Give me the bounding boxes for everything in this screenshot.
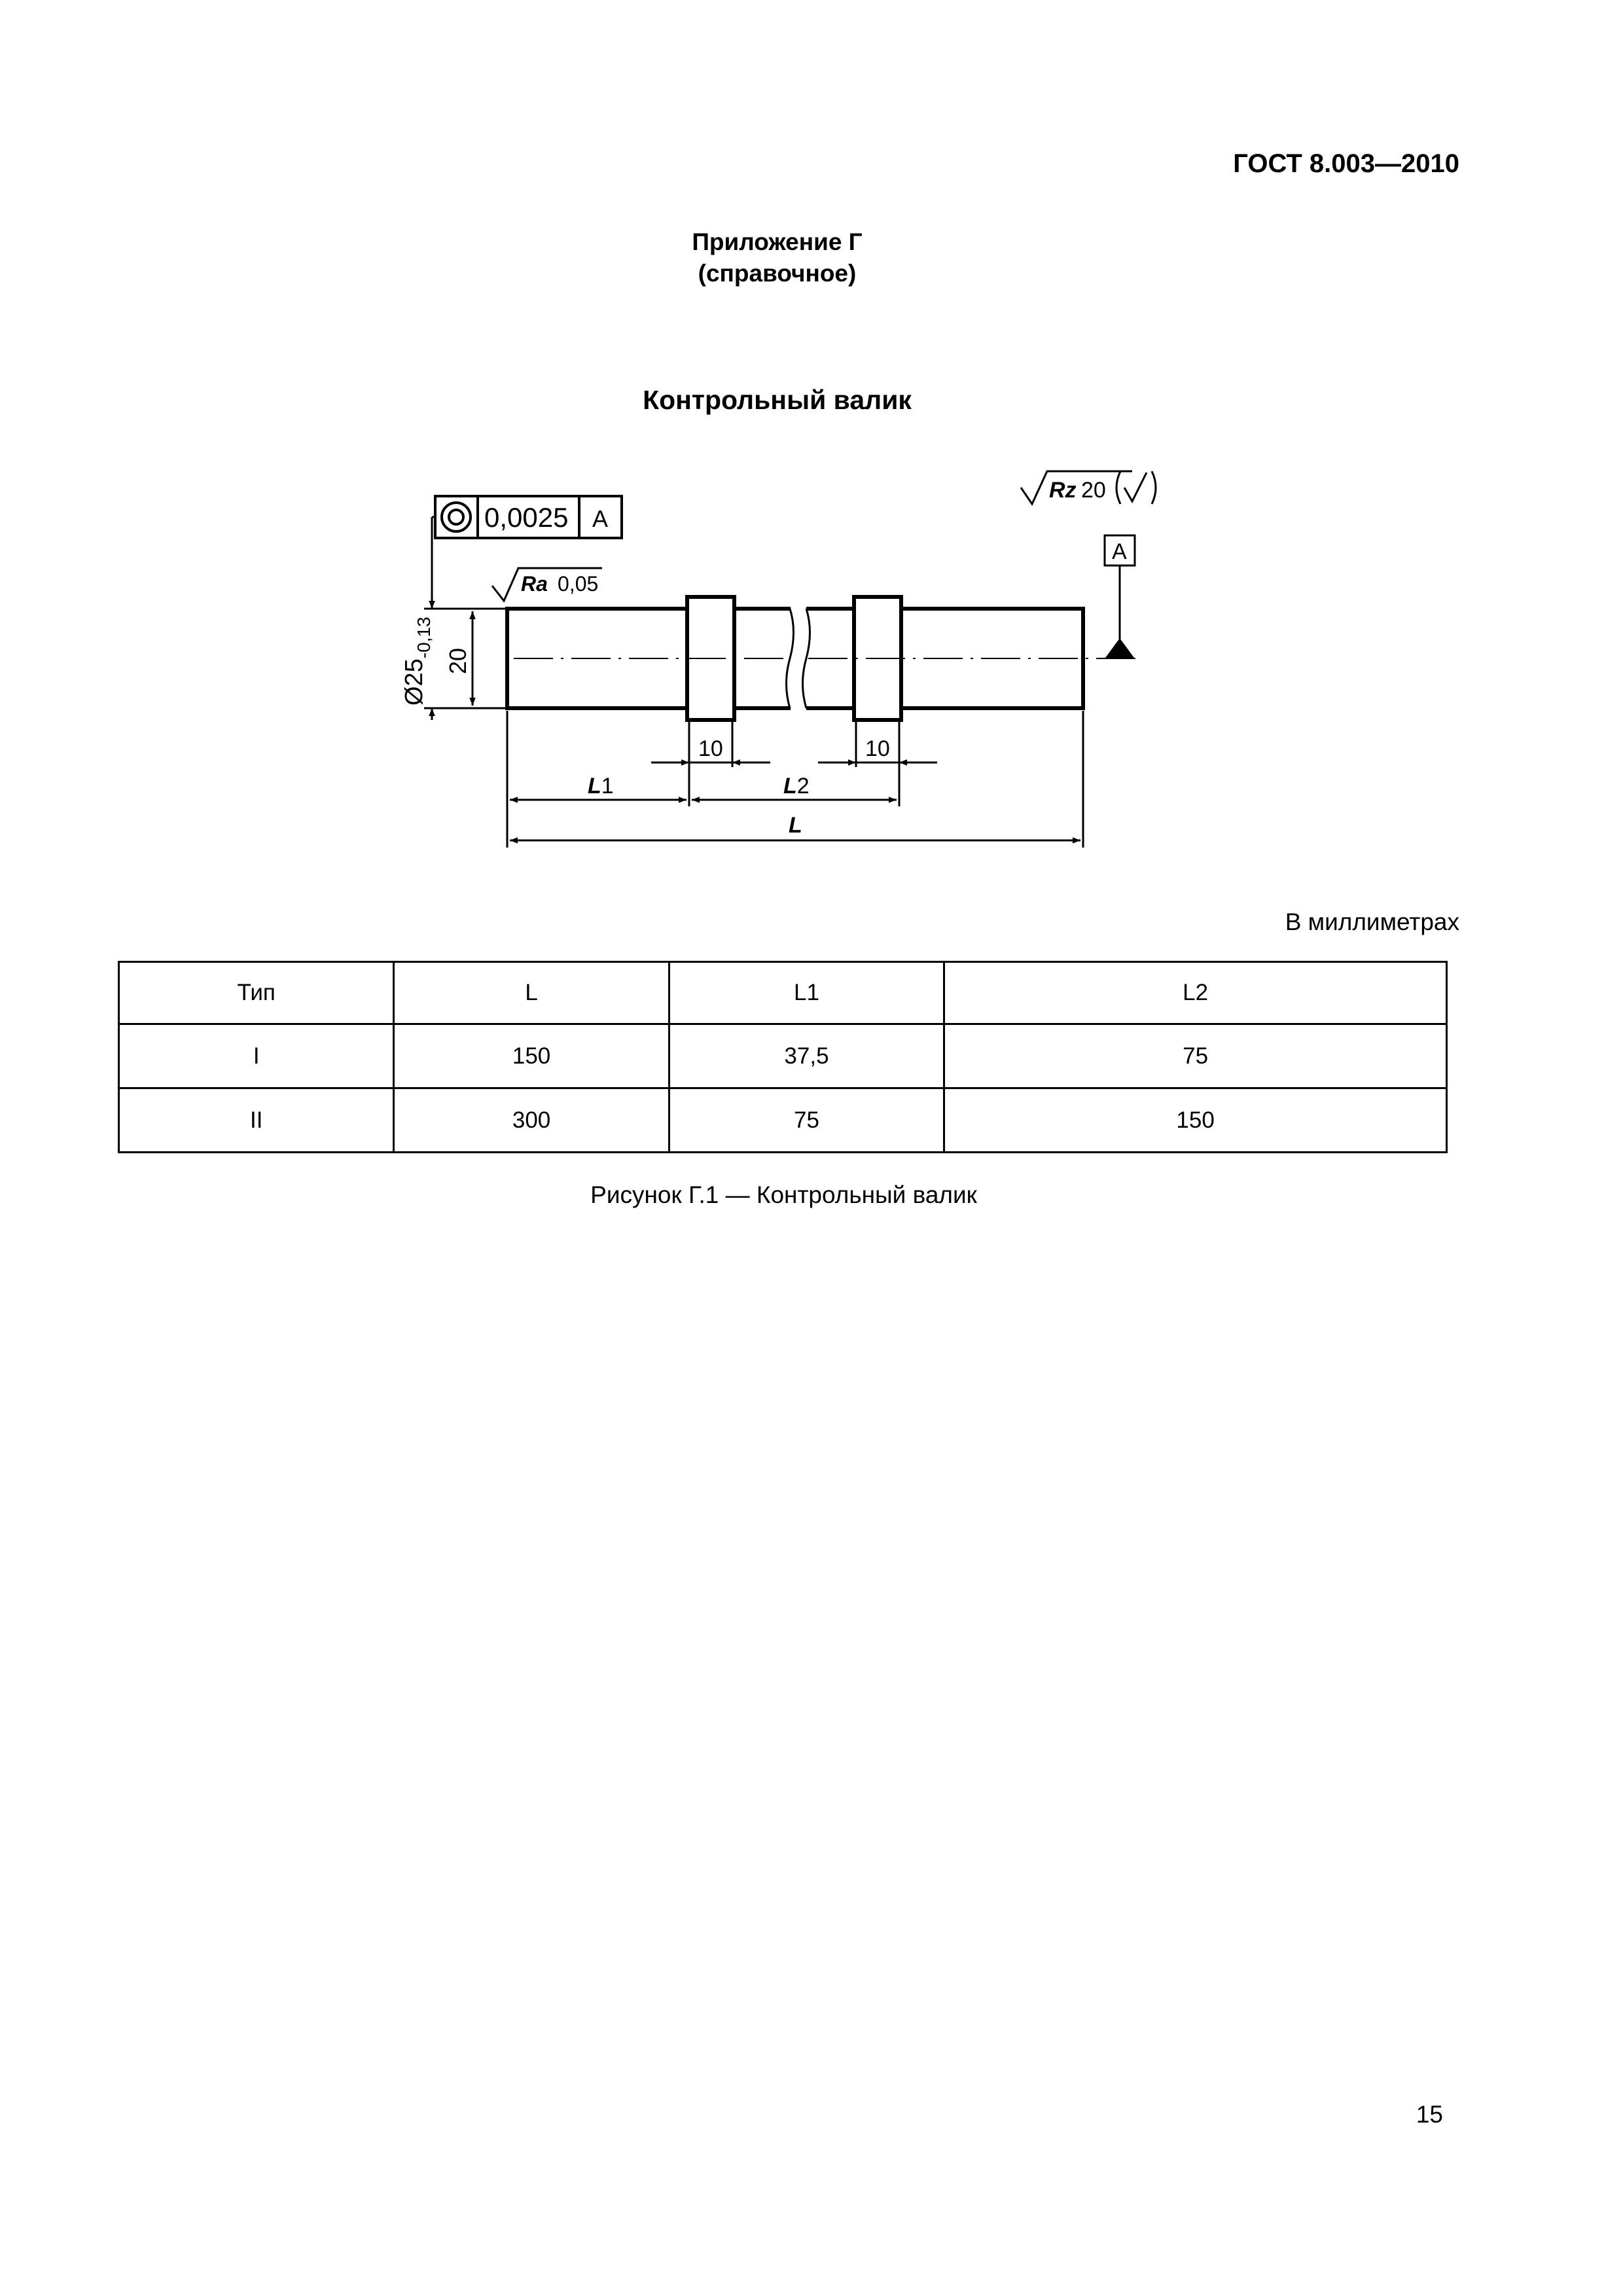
- general-roughness-symbol: [1021, 471, 1156, 504]
- dimension-l2: L2: [783, 774, 810, 798]
- table-header-cell: L2: [944, 962, 1447, 1024]
- tolerance-frame: [435, 496, 622, 538]
- table-row: [119, 1024, 1447, 1088]
- concentricity-icon: [442, 503, 471, 531]
- datum-a: [1105, 535, 1135, 658]
- table-cell: 150: [944, 1088, 1447, 1153]
- table-header-cell: L1: [669, 962, 944, 1024]
- tolerance-datum-ref: A: [592, 505, 609, 532]
- appendix-type: (справочное): [698, 260, 857, 287]
- table-header-cell: L: [394, 962, 669, 1024]
- table-cell: 75: [669, 1088, 944, 1153]
- table-cell: 300: [394, 1088, 669, 1153]
- datum-label: A: [1112, 539, 1127, 564]
- local-roughness-symbol: [492, 568, 602, 601]
- table-cell: 150: [394, 1024, 669, 1088]
- tolerance-value: 0,0025: [484, 502, 569, 533]
- table-cell: 75: [944, 1024, 1447, 1088]
- figure-caption: Рисунок Г.1 — Контрольный валик: [590, 1181, 977, 1208]
- roughness-local-param: Ra: [521, 572, 548, 596]
- roughness-general-param: Rz: [1049, 478, 1077, 503]
- dimension-l: L: [789, 813, 802, 838]
- collar-width-right: 10: [865, 736, 890, 761]
- table-header-row: [119, 962, 1447, 1024]
- table-cell: I: [119, 1024, 394, 1088]
- units-note: В миллиметрах: [1285, 908, 1459, 935]
- appendix-title: Приложение Г: [692, 228, 863, 255]
- roughness-general-value: 20: [1081, 478, 1106, 503]
- section-title: Контрольный валик: [643, 385, 912, 415]
- document-code: ГОСТ 8.003—2010: [1233, 149, 1459, 178]
- page-number: 15: [1416, 2101, 1443, 2128]
- table-cell: II: [119, 1088, 394, 1153]
- roughness-local-value: 0,05: [558, 572, 599, 596]
- table-cell: 37,5: [669, 1024, 944, 1088]
- shaft-drawing: [0, 0, 1623, 890]
- table-row: [119, 1088, 1447, 1153]
- dimension-l1: L1: [588, 774, 614, 798]
- table-header-cell: Тип: [119, 962, 394, 1024]
- height-dimension: 20: [444, 647, 471, 674]
- dimensions-table: [118, 961, 1448, 1153]
- diameter-dimension: $Ø25_{-0,13}$: [401, 617, 434, 706]
- collar-width-left: 10: [698, 736, 723, 761]
